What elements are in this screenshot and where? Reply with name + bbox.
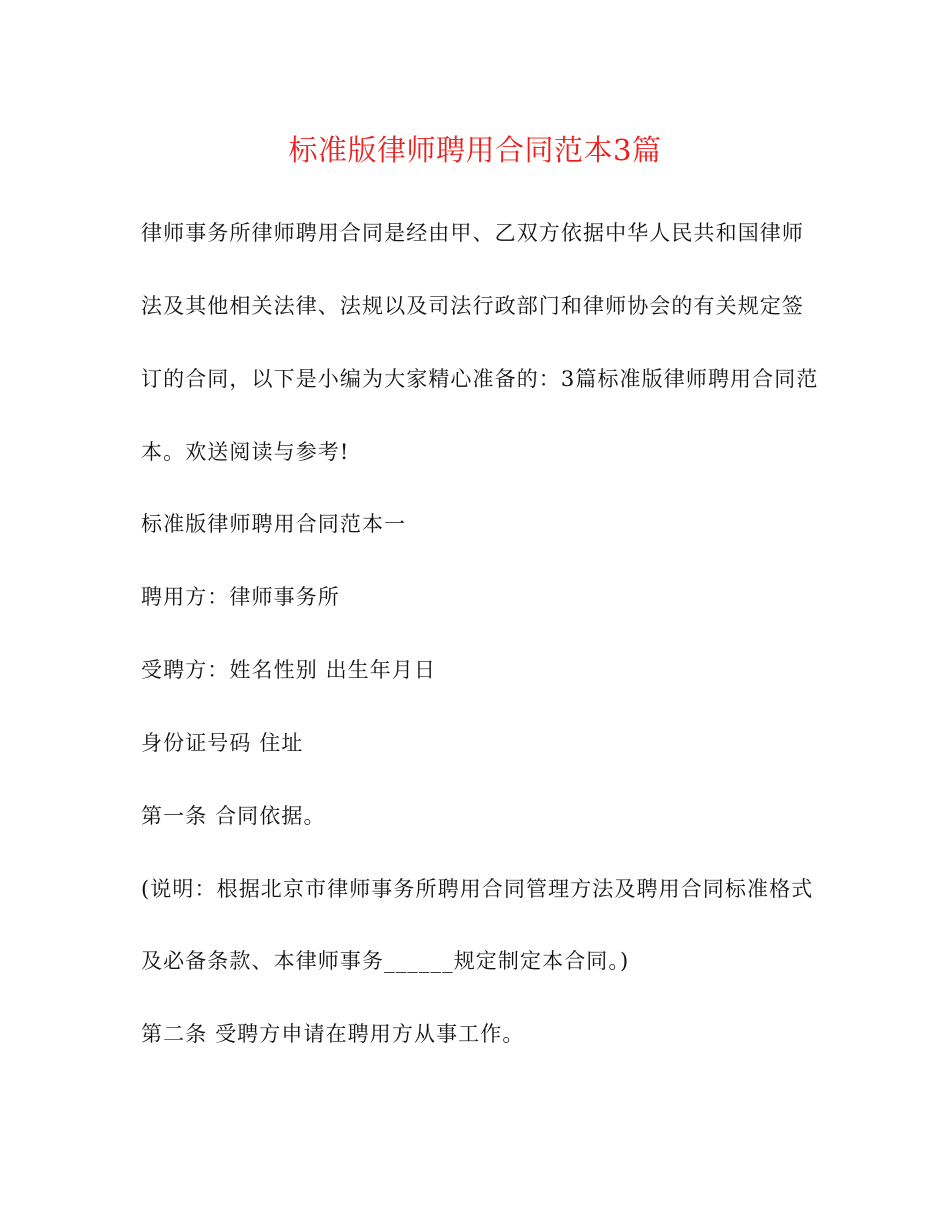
explanation-line: 及必备条款、本律师事务______规定制定本合同。) bbox=[141, 949, 630, 973]
party-employee-line: 受聘方：姓名性别 出生年月日 bbox=[141, 658, 437, 682]
paragraph-line: 法及其他相关法律、法规以及司法行政部门和律师协会的有关规定签 bbox=[141, 294, 804, 318]
document-title: 标准版律师聘用合同范本3篇 bbox=[288, 133, 662, 167]
paragraph-line: 订的合同，以下是小编为大家精心准备的：3篇标准版律师聘用合同范 bbox=[141, 367, 819, 391]
party-employer-line: 聘用方：律师事务所 bbox=[141, 585, 340, 609]
section-heading: 标准版律师聘用合同范本一 bbox=[141, 512, 407, 536]
paragraph-line: 律师事务所律师聘用合同是经由甲、乙双方依据中华人民共和国律师 bbox=[141, 221, 804, 245]
explanation-line: (说明：根据北京市律师事务所聘用合同管理方法及聘用合同标准格式 bbox=[141, 877, 814, 901]
article-one-heading: 第一条 合同依据。 bbox=[141, 804, 326, 828]
article-two-heading: 第二条 受聘方申请在聘用方从事工作。 bbox=[141, 1022, 525, 1046]
id-address-line: 身份证号码 住址 bbox=[141, 731, 304, 755]
paragraph-line: 本。欢送阅读与参考! bbox=[141, 440, 350, 464]
